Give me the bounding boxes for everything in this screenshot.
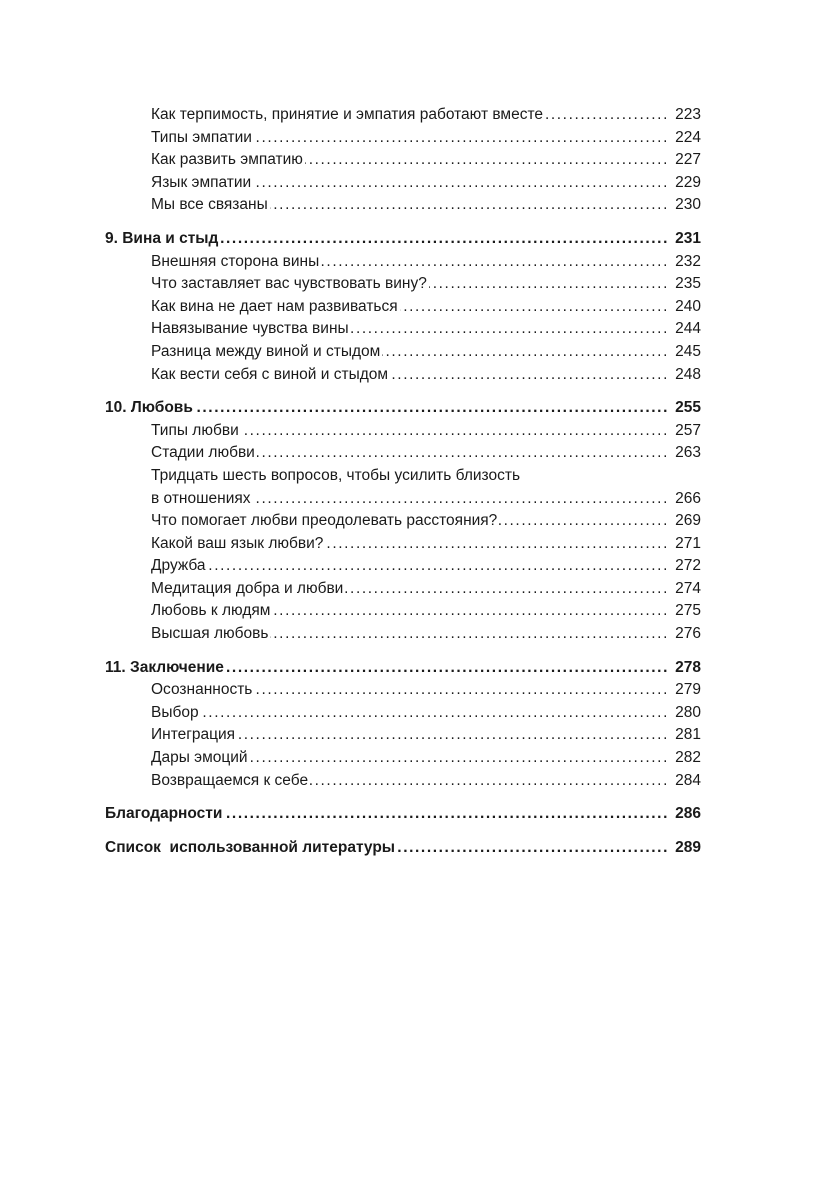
toc-entry-title: Высшая любовь — [151, 625, 269, 643]
toc-entry-title: Навязывание чувства вины — [151, 320, 349, 338]
dot-leader — [257, 442, 669, 465]
toc-entry-title: Что помогает любви преодолевать расстояния? — [151, 512, 498, 530]
toc-entry-page: 266 — [675, 489, 701, 507]
toc-entry — [105, 510, 701, 533]
toc-entry — [105, 747, 701, 770]
dot-leader — [390, 364, 669, 387]
toc-entry-title: Мы все связаны — [151, 196, 268, 214]
toc-entry-title: Тридцать шесть вопросов, чтобы усилить близость — [151, 466, 521, 484]
dot-leader — [270, 194, 669, 217]
toc-entry-title: Интеграция — [151, 726, 236, 744]
toc-entry-first-line — [105, 465, 701, 488]
dot-leader — [305, 149, 669, 172]
toc-entry-page: 269 — [675, 512, 701, 530]
toc-entry — [105, 251, 701, 274]
toc-chapter-page: 255 — [675, 399, 701, 417]
toc-entry-page: 281 — [675, 726, 701, 744]
toc-entry-title: Внешняя сторона вины — [151, 252, 320, 270]
toc-entry-page: 229 — [675, 173, 701, 191]
toc-entry-page: 280 — [675, 703, 701, 721]
dot-leader — [321, 251, 669, 274]
toc-chapter-page: 278 — [675, 658, 701, 676]
toc-entry — [105, 442, 701, 465]
toc-chapter — [105, 228, 701, 251]
toc-entry-title: Дружба — [151, 557, 206, 575]
dot-leader — [272, 600, 669, 623]
toc-entry-title: Как развить эмпатию — [151, 151, 303, 169]
dot-leader — [325, 533, 669, 556]
toc-entry — [105, 533, 701, 556]
toc-entry-page: 275 — [675, 602, 701, 620]
toc-entry — [105, 623, 701, 646]
dot-leader — [499, 510, 669, 533]
toc-entry — [105, 702, 701, 725]
toc-entry-page: 276 — [675, 625, 701, 643]
toc-entry — [105, 555, 701, 578]
toc-chapter-title: Благодарности — [105, 805, 223, 823]
dot-leader — [241, 420, 669, 443]
toc-entry-page: 248 — [675, 365, 701, 383]
toc-entry — [105, 104, 701, 127]
toc-entry-page: 235 — [675, 275, 701, 293]
table-of-contents — [105, 104, 701, 859]
toc-entry-title: Типы эмпатии — [151, 128, 252, 146]
toc-entry-title: Как вести себя с виной и стыдом — [151, 365, 389, 383]
toc-entry-title: Медитация добра и любви — [151, 579, 344, 597]
dot-leader — [250, 747, 669, 770]
toc-entry-title: Типы любви — [151, 421, 239, 439]
toc-entry — [105, 679, 701, 702]
dot-leader — [397, 837, 669, 860]
toc-entry — [105, 172, 701, 195]
toc-chapter-title: Список использованной литературы — [105, 838, 396, 856]
dot-leader — [253, 172, 669, 195]
toc-entry-title: Стадии любви — [151, 444, 255, 462]
toc-chapter — [105, 657, 701, 680]
dot-leader — [237, 724, 669, 747]
toc-entry-page: 284 — [675, 771, 701, 789]
toc-entry — [105, 273, 701, 296]
toc-entry-title: Дары эмоций — [151, 749, 248, 767]
toc-entry-page: 271 — [675, 534, 701, 552]
toc-entry-page: 272 — [675, 557, 701, 575]
toc-entry — [105, 724, 701, 747]
toc-entry — [105, 488, 701, 511]
toc-entry-title: Что заставляет вас чувствовать вину? — [151, 275, 427, 293]
dot-leader — [310, 770, 669, 793]
toc-entry-page: 232 — [675, 252, 701, 270]
dot-leader — [545, 104, 669, 127]
toc-entry — [105, 296, 701, 319]
toc-entry-page: 227 — [675, 151, 701, 169]
dot-leader — [254, 679, 669, 702]
toc-chapter — [105, 397, 701, 420]
dot-leader — [253, 488, 669, 511]
toc-entry-title: Возвращаемся к себе — [151, 771, 309, 789]
dot-leader — [351, 318, 669, 341]
toc-entry-page: 244 — [675, 320, 701, 338]
toc-entry-page: 240 — [675, 297, 701, 315]
toc-entry — [105, 318, 701, 341]
toc-chapter-title: 11. Заключение — [105, 658, 224, 676]
toc-entry-page: 230 — [675, 196, 701, 214]
toc-entry-page: 274 — [675, 579, 701, 597]
dot-leader — [382, 341, 669, 364]
dot-leader — [226, 657, 669, 680]
toc-entry-title: Как терпимость, принятие и эмпатия работают вместе — [151, 106, 544, 123]
toc-entry — [105, 341, 701, 364]
toc-entry-page: 282 — [675, 749, 701, 767]
toc-entry-title: Как вина не дает нам развиваться — [151, 297, 398, 315]
toc-entry-title: Выбор — [151, 703, 199, 721]
dot-leader — [400, 296, 669, 319]
toc-entry-page: 245 — [675, 342, 701, 360]
toc-chapter-page: 289 — [675, 838, 701, 856]
toc-chapter-page: 286 — [675, 805, 701, 823]
toc-entry-page: 223 — [675, 106, 701, 123]
toc-entry-page: 257 — [675, 421, 701, 439]
dot-leader — [254, 127, 669, 150]
dot-leader — [208, 555, 669, 578]
toc-entry-page: 279 — [675, 681, 701, 699]
toc-entry — [105, 149, 701, 172]
dot-leader — [201, 702, 669, 725]
toc-chapter — [105, 837, 701, 860]
toc-entry-page: 263 — [675, 444, 701, 462]
toc-entry — [105, 578, 701, 601]
toc-entry — [105, 600, 701, 623]
toc-entry — [105, 770, 701, 793]
toc-chapter-title: 9. Вина и стыд — [105, 229, 219, 247]
dot-leader — [224, 803, 669, 826]
dot-leader — [195, 397, 669, 420]
toc-entry-page: 224 — [675, 128, 701, 146]
dot-leader — [220, 228, 669, 251]
dot-leader — [270, 623, 669, 646]
toc-entry-title: Осознанность — [151, 681, 253, 699]
toc-entry — [105, 364, 701, 387]
toc-entry-title: Любовь к людям — [151, 602, 271, 620]
toc-entry-title: Какой ваш язык любви? — [151, 534, 324, 552]
dot-leader — [345, 578, 669, 601]
toc-chapter — [105, 803, 701, 826]
toc-chapter-page: 231 — [675, 229, 701, 247]
toc-entry — [105, 127, 701, 150]
toc-entry-title: Разница между виной и стыдом — [151, 342, 381, 360]
toc-entry — [105, 194, 701, 217]
toc-entry-title-continued: в отношениях — [151, 489, 251, 507]
dot-leader — [429, 273, 669, 296]
toc-entry — [105, 420, 701, 443]
toc-entry-title: Язык эмпатии — [151, 173, 252, 191]
toc-chapter-title: 10. Любовь — [105, 399, 193, 417]
